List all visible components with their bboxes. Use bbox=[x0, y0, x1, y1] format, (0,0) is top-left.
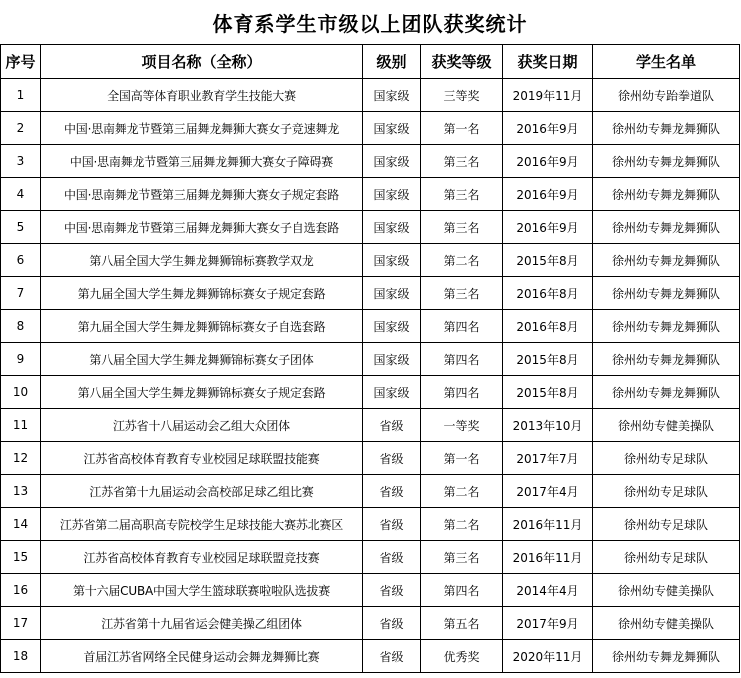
cell-grade[interactable]: 第三名 bbox=[421, 145, 503, 178]
cell-name[interactable]: 首届江苏省网络全民健身运动会舞龙舞狮比赛 bbox=[41, 640, 363, 673]
table-row bbox=[1, 409, 740, 442]
sheet-title: 体育系学生市级以上团队获奖统计 bbox=[0, 0, 740, 45]
table-row bbox=[1, 475, 740, 508]
cell-no[interactable]: 16 bbox=[1, 574, 41, 607]
cell-name[interactable]: 第八届全国大学生舞龙舞狮锦标赛女子规定套路 bbox=[41, 376, 363, 409]
table-row bbox=[1, 508, 740, 541]
cell-date[interactable]: 2017年7月 bbox=[503, 442, 593, 475]
cell-no[interactable]: 2 bbox=[1, 112, 41, 145]
cell-grade[interactable]: 第三名 bbox=[421, 541, 503, 574]
cell-level[interactable]: 省级 bbox=[363, 508, 421, 541]
table-row bbox=[1, 640, 740, 673]
cell-team[interactable]: 徐州幼专舞龙舞狮队 bbox=[593, 310, 740, 343]
cell-grade[interactable]: 三等奖 bbox=[421, 79, 503, 112]
cell-name[interactable]: 全国高等体育职业教育学生技能大赛 bbox=[41, 79, 363, 112]
cell-level[interactable]: 国家级 bbox=[363, 211, 421, 244]
cell-no[interactable]: 5 bbox=[1, 211, 41, 244]
cell-grade[interactable]: 第四名 bbox=[421, 376, 503, 409]
cell-level[interactable]: 国家级 bbox=[363, 244, 421, 277]
cell-no[interactable]: 17 bbox=[1, 607, 41, 640]
cell-level[interactable]: 省级 bbox=[363, 607, 421, 640]
header-row bbox=[1, 45, 740, 79]
table-row bbox=[1, 112, 740, 145]
cell-name[interactable]: 江苏省高校体育教育专业校园足球联盟竞技赛 bbox=[41, 541, 363, 574]
cell-no[interactable]: 18 bbox=[1, 640, 41, 673]
cell-grade[interactable]: 第四名 bbox=[421, 574, 503, 607]
cell-grade[interactable]: 第三名 bbox=[421, 211, 503, 244]
cell-name[interactable]: 第九届全国大学生舞龙舞狮锦标赛女子规定套路 bbox=[41, 277, 363, 310]
cell-level[interactable]: 国家级 bbox=[363, 79, 421, 112]
cell-no[interactable]: 11 bbox=[1, 409, 41, 442]
cell-date[interactable]: 2016年9月 bbox=[503, 145, 593, 178]
cell-team[interactable]: 徐州幼专舞龙舞狮队 bbox=[593, 244, 740, 277]
cell-level[interactable]: 国家级 bbox=[363, 178, 421, 211]
cell-date[interactable]: 2016年8月 bbox=[503, 310, 593, 343]
cell-name[interactable]: 第十六届CUBA中国大学生篮球联赛啦啦队选拔赛 bbox=[41, 574, 363, 607]
cell-level[interactable]: 省级 bbox=[363, 475, 421, 508]
table-row bbox=[1, 574, 740, 607]
cell-grade[interactable]: 第五名 bbox=[421, 607, 503, 640]
cell-level[interactable]: 国家级 bbox=[363, 343, 421, 376]
cell-team[interactable]: 徐州幼专健美操队 bbox=[593, 409, 740, 442]
header-date[interactable]: 获奖日期 bbox=[503, 45, 593, 79]
cell-date[interactable]: 2016年9月 bbox=[503, 178, 593, 211]
cell-team[interactable]: 徐州幼专舞龙舞狮队 bbox=[593, 343, 740, 376]
cell-date[interactable]: 2014年4月 bbox=[503, 574, 593, 607]
cell-level[interactable]: 省级 bbox=[363, 574, 421, 607]
cell-team[interactable]: 徐州幼专舞龙舞狮队 bbox=[593, 277, 740, 310]
table-row bbox=[1, 277, 740, 310]
cell-date[interactable]: 2015年8月 bbox=[503, 376, 593, 409]
cell-grade[interactable]: 第一名 bbox=[421, 442, 503, 475]
cell-team[interactable]: 徐州幼专舞龙舞狮队 bbox=[593, 145, 740, 178]
cell-name[interactable]: 江苏省十八届运动会乙组大众团体 bbox=[41, 409, 363, 442]
cell-name[interactable]: 江苏省高校体育教育专业校园足球联盟技能赛 bbox=[41, 442, 363, 475]
header-name[interactable]: 项目名称（全称） bbox=[41, 45, 363, 79]
table-row bbox=[1, 607, 740, 640]
cell-team[interactable]: 徐州幼专舞龙舞狮队 bbox=[593, 211, 740, 244]
cell-level[interactable]: 国家级 bbox=[363, 145, 421, 178]
cell-no[interactable]: 12 bbox=[1, 442, 41, 475]
cell-no[interactable]: 4 bbox=[1, 178, 41, 211]
cell-name[interactable]: 中国·思南舞龙节暨第三届舞龙舞狮大赛女子竞速舞龙 bbox=[41, 112, 363, 145]
cell-date[interactable]: 2016年9月 bbox=[503, 211, 593, 244]
table-row bbox=[1, 178, 740, 211]
cell-grade[interactable]: 优秀奖 bbox=[421, 640, 503, 673]
table-row bbox=[1, 343, 740, 376]
cell-date[interactable]: 2019年11月 bbox=[503, 79, 593, 112]
cell-date[interactable]: 2016年11月 bbox=[503, 541, 593, 574]
cell-date[interactable]: 2013年10月 bbox=[503, 409, 593, 442]
table-row bbox=[1, 310, 740, 343]
cell-date[interactable]: 2015年8月 bbox=[503, 343, 593, 376]
cell-date[interactable]: 2015年8月 bbox=[503, 244, 593, 277]
cell-level[interactable]: 国家级 bbox=[363, 277, 421, 310]
cell-grade[interactable]: 第二名 bbox=[421, 475, 503, 508]
cell-date[interactable]: 2017年9月 bbox=[503, 607, 593, 640]
cell-team[interactable]: 徐州幼专健美操队 bbox=[593, 607, 740, 640]
cell-grade[interactable]: 第三名 bbox=[421, 178, 503, 211]
cell-level[interactable]: 省级 bbox=[363, 442, 421, 475]
cell-level[interactable]: 省级 bbox=[363, 409, 421, 442]
table-row bbox=[1, 376, 740, 409]
cell-name[interactable]: 中国·思南舞龙节暨第三届舞龙舞狮大赛女子自选套路 bbox=[41, 211, 363, 244]
cell-name[interactable]: 江苏省第十九届省运会健美操乙组团体 bbox=[41, 607, 363, 640]
cell-grade[interactable]: 一等奖 bbox=[421, 409, 503, 442]
table-row bbox=[1, 244, 740, 277]
cell-name[interactable]: 中国·思南舞龙节暨第三届舞龙舞狮大赛女子障碍赛 bbox=[41, 145, 363, 178]
cell-level[interactable]: 国家级 bbox=[363, 112, 421, 145]
cell-date[interactable]: 2020年11月 bbox=[503, 640, 593, 673]
cell-name[interactable]: 第八届全国大学生舞龙舞狮锦标赛教学双龙 bbox=[41, 244, 363, 277]
cell-name[interactable]: 中国·思南舞龙节暨第三届舞龙舞狮大赛女子规定套路 bbox=[41, 178, 363, 211]
cell-grade[interactable]: 第四名 bbox=[421, 310, 503, 343]
cell-no[interactable]: 6 bbox=[1, 244, 41, 277]
cell-grade[interactable]: 第一名 bbox=[421, 112, 503, 145]
table-row bbox=[1, 211, 740, 244]
cell-no[interactable]: 15 bbox=[1, 541, 41, 574]
cell-name[interactable]: 第八届全国大学生舞龙舞狮锦标赛女子团体 bbox=[41, 343, 363, 376]
table-row bbox=[1, 79, 740, 112]
cell-grade[interactable]: 第三名 bbox=[421, 277, 503, 310]
cell-team[interactable]: 徐州幼专足球队 bbox=[593, 442, 740, 475]
cell-date[interactable]: 2016年11月 bbox=[503, 508, 593, 541]
cell-name[interactable]: 江苏省第二届高职高专院校学生足球技能大赛苏北赛区 bbox=[41, 508, 363, 541]
cell-name[interactable]: 第九届全国大学生舞龙舞狮锦标赛女子自选套路 bbox=[41, 310, 363, 343]
cell-no[interactable]: 14 bbox=[1, 508, 41, 541]
cell-no[interactable]: 8 bbox=[1, 310, 41, 343]
cell-no[interactable]: 9 bbox=[1, 343, 41, 376]
header-no[interactable]: 序号 bbox=[1, 45, 41, 79]
cell-level[interactable]: 国家级 bbox=[363, 310, 421, 343]
cell-no[interactable]: 10 bbox=[1, 376, 41, 409]
cell-grade[interactable]: 第二名 bbox=[421, 244, 503, 277]
cell-name[interactable]: 江苏省第十九届运动会高校部足球乙组比赛 bbox=[41, 475, 363, 508]
cell-team[interactable]: 徐州幼专足球队 bbox=[593, 508, 740, 541]
table-row bbox=[1, 541, 740, 574]
cell-level[interactable]: 省级 bbox=[363, 640, 421, 673]
cell-team[interactable]: 徐州幼专舞龙舞狮队 bbox=[593, 640, 740, 673]
cell-no[interactable]: 7 bbox=[1, 277, 41, 310]
cell-team[interactable]: 徐州幼专舞龙舞狮队 bbox=[593, 112, 740, 145]
cell-team[interactable]: 徐州幼专足球队 bbox=[593, 541, 740, 574]
cell-no[interactable]: 1 bbox=[1, 79, 41, 112]
cell-grade[interactable]: 第四名 bbox=[421, 343, 503, 376]
cell-team[interactable]: 徐州幼专舞龙舞狮队 bbox=[593, 376, 740, 409]
cell-grade[interactable]: 第二名 bbox=[421, 508, 503, 541]
cell-team[interactable]: 徐州幼专舞龙舞狮队 bbox=[593, 178, 740, 211]
cell-level[interactable]: 国家级 bbox=[363, 376, 421, 409]
cell-team[interactable]: 徐州幼专健美操队 bbox=[593, 574, 740, 607]
header-team[interactable]: 学生名单 bbox=[593, 45, 740, 79]
cell-date[interactable]: 2016年8月 bbox=[503, 277, 593, 310]
cell-no[interactable]: 13 bbox=[1, 475, 41, 508]
awards-table bbox=[0, 44, 740, 673]
cell-team[interactable]: 徐州幼专跆拳道队 bbox=[593, 79, 740, 112]
header-grade[interactable]: 获奖等级 bbox=[421, 45, 503, 79]
table-row bbox=[1, 442, 740, 475]
cell-date[interactable]: 2017年4月 bbox=[503, 475, 593, 508]
cell-team[interactable]: 徐州幼专足球队 bbox=[593, 475, 740, 508]
table-row bbox=[1, 145, 740, 178]
header-level[interactable]: 级别 bbox=[363, 45, 421, 79]
cell-date[interactable]: 2016年9月 bbox=[503, 112, 593, 145]
cell-level[interactable]: 省级 bbox=[363, 541, 421, 574]
cell-no[interactable]: 3 bbox=[1, 145, 41, 178]
